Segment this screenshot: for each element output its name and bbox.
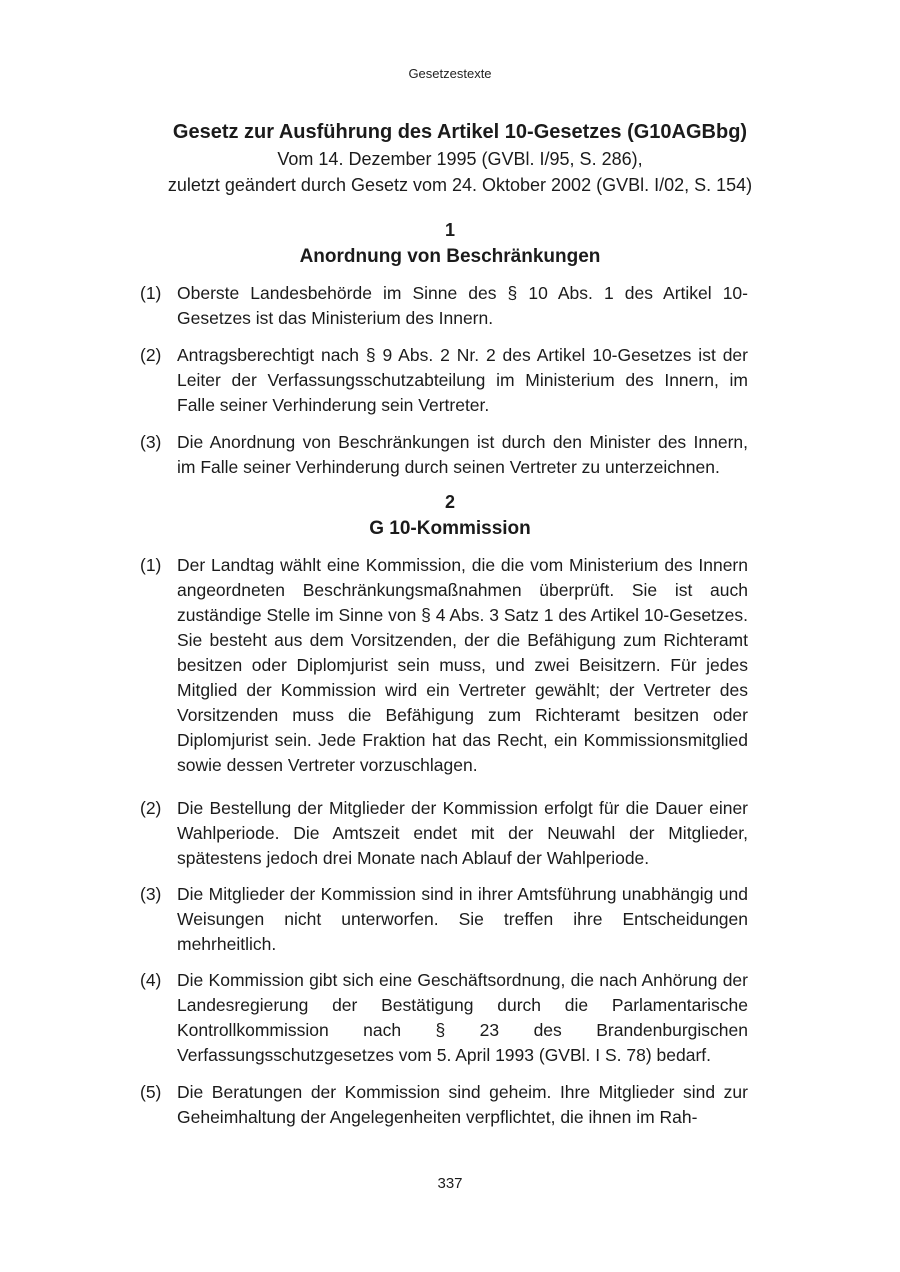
section-number: 2 [444, 492, 455, 512]
paragraph [140, 553, 748, 778]
running-header: Gesetzestexte [408, 66, 492, 81]
paragraph [140, 281, 748, 331]
paragraph-text: Oberste Landesbehörde im Sinne des § 10 Abs. 1 des Artikel 10-Gesetzes ist das Ministerium des Innern. [177, 283, 748, 328]
page-number: 337 [437, 1175, 463, 1192]
law-title: Gesetz zur Ausführung des Artikel 10-Gesetzes (G10AGBbg) [172, 121, 748, 143]
paragraph-number: (2) [140, 345, 162, 365]
paragraph-number: (5) [140, 1082, 162, 1102]
law-amendment: zuletzt geändert durch Gesetz vom 24. Oktober 2002 (GVBl. I/02, S. 154) [167, 175, 753, 195]
paragraph-text: Der Landtag wählt eine Kommission, die die vom Ministerium des Innern angeordneten Beschränkungsmaßnahmen überprüft. Sie ist auch zuständige Stelle im Sinne von § 4 Abs. 3 Satz 1 des Artikel 10-Gesetzes. Sie besteht aus dem Vorsitzenden, der die Befähigung zum Richteramt besitzen oder Diplomjurist sein muss, und zwei Beisitzern. Für jedes Mitglied der Kommission wird ein Vertreter gewählt; der Vertreter des Vorsitzenden muss die Befähigung zum Richteramt besitzen oder Diplomjurist sein. Jede Fraktion hat das Recht, ein Kommissionsmitglied sowie dessen Vertreter vorzuschlagen. [177, 555, 749, 775]
section-heading: G 10-Kommission [369, 518, 531, 539]
paragraph [140, 430, 748, 480]
title-block [160, 118, 760, 198]
paragraph [140, 968, 748, 1068]
paragraph-text: Antragsberechtigt nach § 9 Abs. 2 Nr. 2 des Artikel 10-Gesetzes ist der Leiter der Verfassungsschutzabteilung im Ministerium des Innern, im Falle seiner Verhinderung sein Vertreter. [177, 345, 748, 415]
law-date: Vom 14. Dezember 1995 (GVBl. I/95, S. 286), [277, 149, 643, 169]
paragraph-text: Die Anordnung von Beschränkungen ist durch den Minister des Innern, im Falle seiner Verhinderung durch seinen Vertreter zu unterzeichnen. [177, 432, 748, 477]
paragraph-text: Die Mitglieder der Kommission sind in ihrer Amtsführung unabhängig und Weisungen nicht unterworfen. Sie treffen ihre Entscheidungen mehrheitlich. [177, 884, 748, 954]
paragraph-number: (1) [140, 283, 162, 303]
paragraph [140, 882, 748, 957]
paragraph-number: (4) [140, 970, 162, 990]
paragraph [140, 343, 748, 418]
paragraph-number: (3) [140, 432, 162, 452]
paragraph-text: Die Kommission gibt sich eine Geschäftsordnung, die nach Anhörung der Landesregierung der Bestätigung durch die Parlamentarische Kontrollkommission nach § 23 des Brandenburgischen Verfassungsschutzgesetzes vom 5. April 1993 (GVBl. I S. 78) bedarf. [177, 970, 748, 1065]
paragraph-number: (1) [140, 555, 162, 575]
paragraph-text: Die Beratungen der Kommission sind geheim. Ihre Mitglieder sind zur Geheimhaltung der Angelegenheiten verpflichtet, die ihnen im Rah- [177, 1082, 748, 1127]
paragraph-number: (2) [140, 798, 162, 818]
paragraph [140, 796, 748, 871]
section-heading: Anordnung von Beschränkungen [299, 246, 601, 267]
paragraph [140, 1080, 748, 1130]
paragraph-number: (3) [140, 884, 162, 904]
section-number: 1 [444, 220, 455, 240]
paragraph-text: Die Bestellung der Mitglieder der Kommission erfolgt für die Dauer einer Wahlperiode. Die Amtszeit endet mit der Neuwahl der Mitglieder, spätestens jedoch drei Monate nach Ablauf der Wahlperiode. [177, 798, 748, 868]
